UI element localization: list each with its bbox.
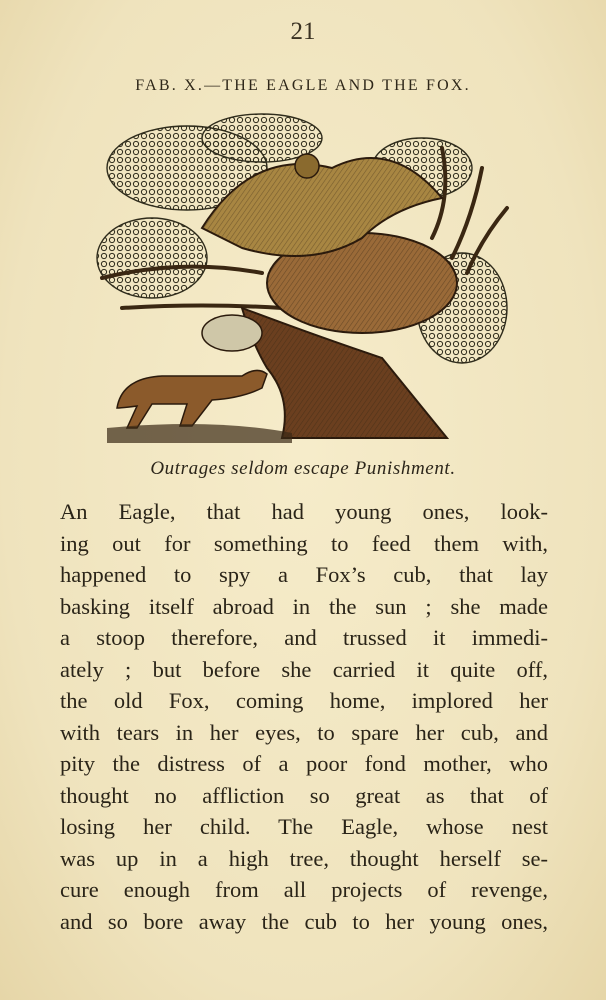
text-line: losing her child. The Eagle, whose nest — [60, 814, 548, 839]
text-line: the old Fox, coming home, implored her — [60, 688, 548, 713]
fox-cub — [202, 315, 262, 351]
text-line: An Eagle, that had young ones, look- — [60, 499, 548, 524]
illustration-caption: Outrages seldom escape Punishment. — [150, 458, 456, 479]
text-line: thought no affliction so great as that of — [60, 782, 548, 808]
text-line: happened to spy a Fox’s cub, that lay — [60, 562, 548, 587]
text-line: and so bore away the cub to her young ones, — [60, 908, 548, 934]
fable-title: FAB. X.—THE EAGLE AND THE FOX. — [135, 77, 471, 94]
text-line: basking itself abroad in the sun ; she made — [60, 593, 548, 619]
text-line: a stoop therefore, and trussed it immedi- — [60, 625, 548, 650]
page-number: 21 — [290, 18, 316, 45]
text-line: with tears in her eyes, to spare her cub, and — [60, 719, 548, 745]
fable-text — [60, 496, 548, 937]
text-line: ately ; but before she carried it quite off, — [60, 656, 548, 682]
text-line: was up in a high tree, thought herself se- — [60, 845, 548, 871]
text-line: pity the distress of a poor fond mother, who — [60, 751, 548, 776]
fox — [117, 370, 267, 428]
text-line: ing out for something to feed them with, — [60, 530, 548, 556]
ground — [107, 424, 292, 443]
eagle-and-fox-illustration — [92, 108, 522, 448]
text-line: cure enough from all projects of revenge, — [60, 877, 548, 902]
